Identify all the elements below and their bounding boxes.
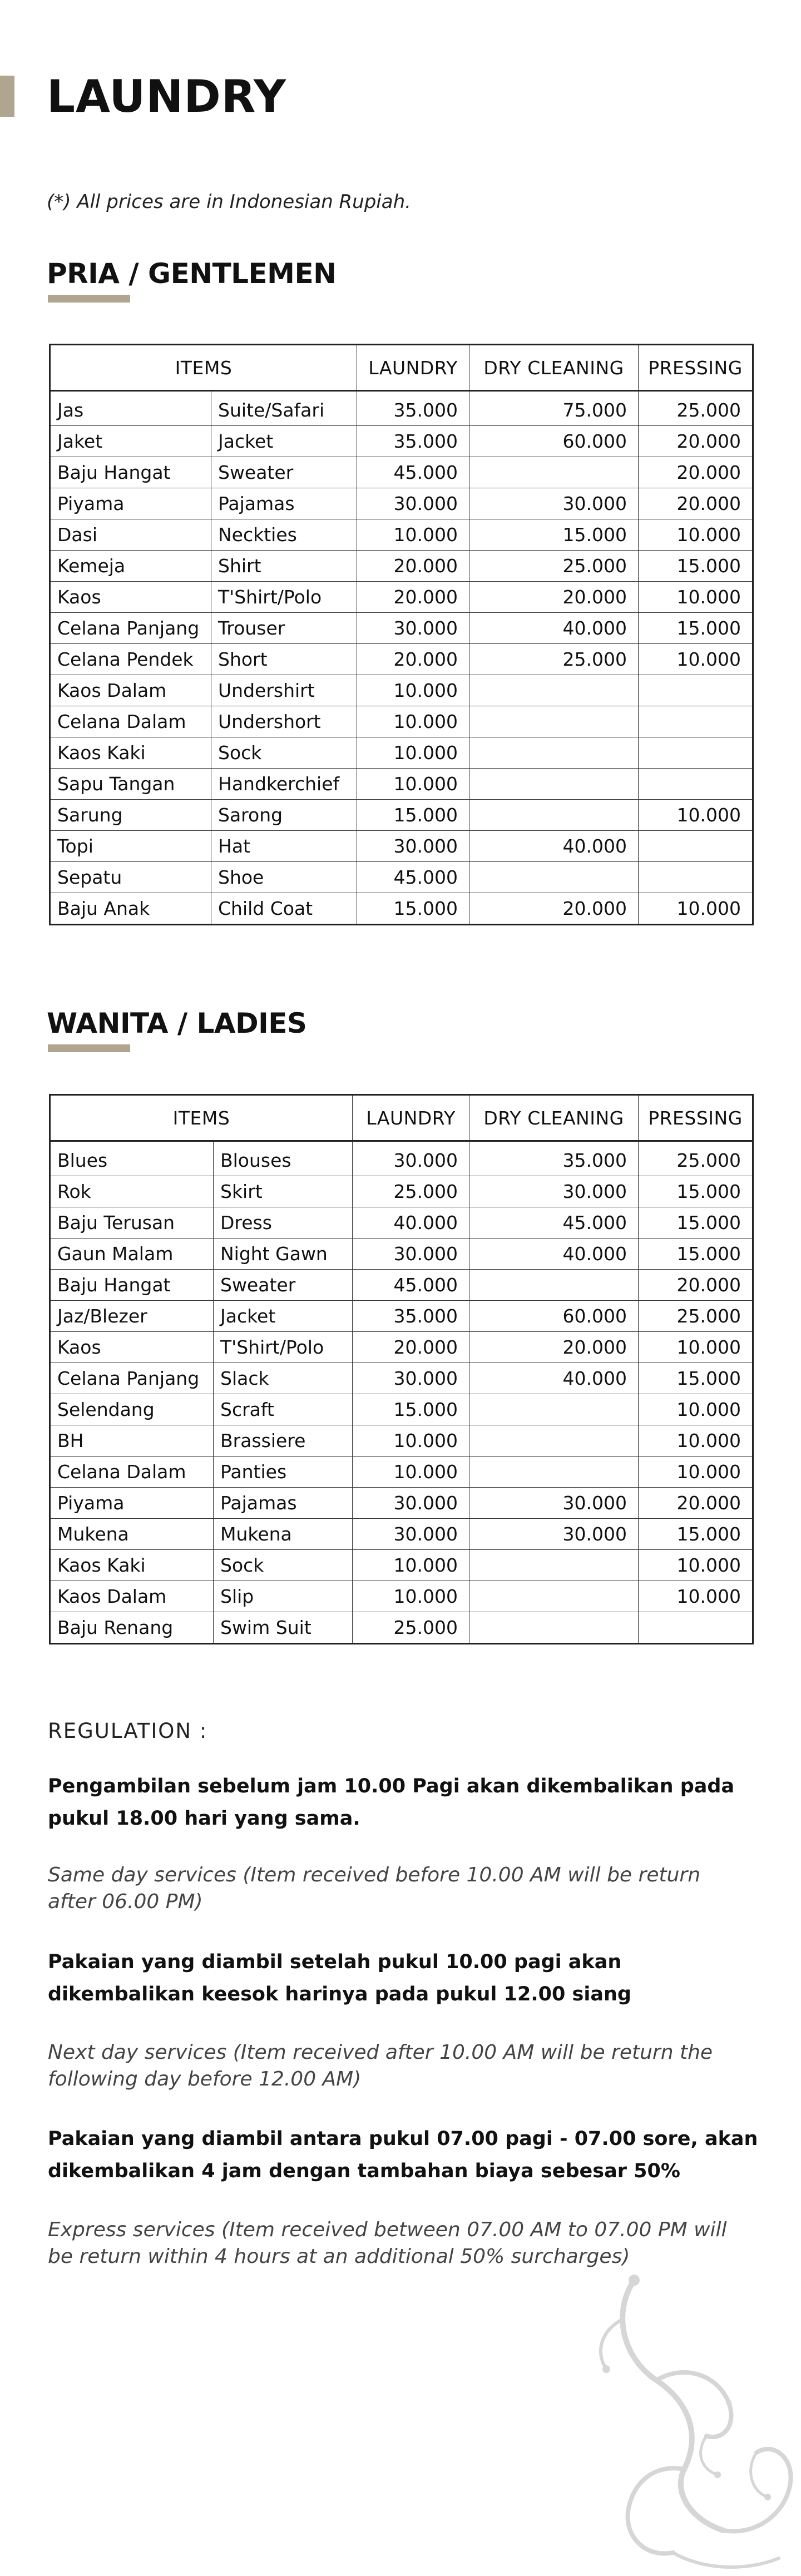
table-row [50,737,753,769]
table-row [50,800,753,831]
laundry-price: 20.000 [357,582,469,613]
item-name-id: Sarung [50,800,211,831]
item-name-id: Celana Dalam [50,1457,214,1488]
pressing-price: 15.000 [639,1176,753,1207]
item-name-en: Handkerchief [211,769,357,800]
table-row [50,613,753,644]
laundry-price: 10.000 [357,519,469,551]
table-row [50,1457,753,1488]
column-header-laundry: LAUNDRY [357,345,469,391]
item-name-en: Skirt [214,1176,353,1207]
dry-cleaning-price: 25.000 [469,644,639,675]
laundry-price: 10.000 [353,1550,469,1581]
dry-cleaning-price: 45.000 [469,1207,639,1239]
table-row [50,706,753,737]
item-name-id: Piyama [50,1488,214,1519]
laundry-price: 30.000 [357,613,469,644]
dry-cleaning-price [469,1550,639,1581]
item-name-id: Rok [50,1176,214,1207]
laundry-price: 20.000 [357,644,469,675]
laundry-price: 10.000 [353,1457,469,1488]
dry-cleaning-price [469,769,639,800]
laundry-price: 30.000 [353,1519,469,1550]
table-row [50,582,753,613]
laundry-price: 45.000 [357,457,469,488]
pressing-price [639,706,753,737]
laundry-price: 10.000 [353,1581,469,1612]
item-name-en: Child Coat [211,893,357,925]
item-name-id: Kaos [50,1332,214,1363]
pressing-price [639,1612,753,1644]
dry-cleaning-price [469,1457,639,1488]
pressing-price: 15.000 [639,1207,753,1239]
pressing-price: 15.000 [639,1239,753,1270]
item-name-id: Kaos [50,582,211,613]
table-row [50,1550,753,1581]
regulation-text-id: Pengambilan sebelum jam 10.00 Pagi akan dikembalikan pada pukul 18.00 hari yang sama. [48,1775,735,1830]
table-row [50,551,753,582]
item-name-en: T'Shirt/Polo [214,1332,353,1363]
title-accent-bar [0,76,14,117]
pressing-price: 10.000 [639,1425,753,1457]
section-title-gentlemen: PRIA / GENTLEMEN [47,257,337,290]
dry-cleaning-price: 40.000 [469,613,639,644]
item-name-id: Baju Renang [50,1612,214,1644]
dry-cleaning-price [469,457,639,488]
pressing-price: 10.000 [639,800,753,831]
column-header-laundry: LAUNDRY [353,1095,469,1141]
item-name-id: Selendang [50,1394,214,1425]
table-row [50,1239,753,1270]
item-name-id: Piyama [50,488,211,519]
item-name-id: Sapu Tangan [50,769,211,800]
item-name-en: Shirt [211,551,357,582]
laundry-price: 20.000 [353,1332,469,1363]
column-header-pressing: PRESSING [639,1095,753,1141]
pressing-price: 10.000 [639,1457,753,1488]
pressing-price: 15.000 [639,551,753,582]
item-name-en: Trouser [211,613,357,644]
laundry-price: 30.000 [357,831,469,862]
pressing-price: 10.000 [639,519,753,551]
page-title: LAUNDRY [47,71,286,122]
column-header-pressing: PRESSING [639,345,753,391]
laundry-price: 30.000 [353,1141,469,1176]
dry-cleaning-price: 30.000 [469,1488,639,1519]
pressing-price: 10.000 [639,1581,753,1612]
dry-cleaning-price: 35.000 [469,1141,639,1176]
table-row [50,1141,753,1176]
item-name-en: Sock [214,1550,353,1581]
item-name-en: Suite/Safari [211,391,357,426]
dry-cleaning-price [469,1394,639,1425]
table-header-row [50,1095,753,1141]
table-row [50,519,753,551]
item-name-id: Dasi [50,519,211,551]
regulation-same-day [48,1770,765,1835]
pressing-price: 25.000 [639,1141,753,1176]
item-name-en: Jacket [211,426,357,457]
table-row [50,1612,753,1644]
laundry-price: 30.000 [357,488,469,519]
column-header-dry-cleaning: DRY CLEANING [469,345,639,391]
item-name-id: Topi [50,831,211,862]
currency-note: (*) All prices are in Indonesian Rupiah. [47,191,411,213]
item-name-id: Celana Pendek [50,644,211,675]
item-name-id: Celana Panjang [50,1363,214,1394]
dry-cleaning-price: 60.000 [469,426,639,457]
laundry-price: 30.000 [353,1488,469,1519]
pressing-price: 10.000 [639,1394,753,1425]
pressing-price: 10.000 [639,893,753,925]
table-row [50,488,753,519]
dry-cleaning-price [469,1270,639,1301]
dry-cleaning-price: 15.000 [469,519,639,551]
item-name-en: Undershort [211,706,357,737]
laundry-price: 15.000 [357,893,469,925]
column-header-items: ITEMS [50,345,357,391]
laundry-price: 10.000 [357,769,469,800]
dry-cleaning-price: 60.000 [469,1301,639,1332]
table-row [50,675,753,706]
item-name-en: Pajamas [214,1488,353,1519]
pressing-price [639,737,753,769]
table-row [50,1581,753,1612]
item-name-en: Swim Suit [214,1612,353,1644]
item-name-id: Jas [50,391,211,426]
table-row [50,893,753,925]
item-name-en: Dress [214,1207,353,1239]
item-name-en: Short [211,644,357,675]
item-name-id: Jaket [50,426,211,457]
section-underline-gentlemen [48,295,130,303]
pressing-price: 10.000 [639,1550,753,1581]
item-name-en: Brassiere [214,1425,353,1457]
laundry-price: 15.000 [357,800,469,831]
pressing-price: 10.000 [639,582,753,613]
item-name-en: Mukena [214,1519,353,1550]
dry-cleaning-price: 30.000 [469,1176,639,1207]
item-name-en: Sarong [211,800,357,831]
laundry-price: 10.000 [353,1425,469,1457]
pressing-price: 20.000 [639,426,753,457]
dry-cleaning-price: 30.000 [469,488,639,519]
regulation-heading: REGULATION : [48,1719,208,1743]
item-name-en: Slip [214,1581,353,1612]
dry-cleaning-price [469,1612,639,1644]
pressing-price [639,675,753,706]
laundry-price: 35.000 [357,426,469,457]
table-row [50,1301,753,1332]
table-row [50,1394,753,1425]
dry-cleaning-price [469,706,639,737]
dry-cleaning-price: 30.000 [469,1519,639,1550]
item-name-en: T'Shirt/Polo [211,582,357,613]
item-name-id: Celana Panjang [50,613,211,644]
regulation-text-en: Same day services (Item received before 10.00 AM will be return after 06.00 PM) [48,1864,701,1913]
table-row [50,1425,753,1457]
table-row [50,1207,753,1239]
column-header-items: ITEMS [50,1095,353,1141]
price-table-ladies [49,1094,754,1644]
laundry-price: 25.000 [353,1612,469,1644]
table-row [50,1363,753,1394]
dry-cleaning-price [469,1581,639,1612]
table-row [50,769,753,800]
regulation-next-day-en [48,2039,743,2093]
item-name-en: Undershirt [211,675,357,706]
dry-cleaning-price: 40.000 [469,831,639,862]
item-name-id: Jaz/Blezer [50,1301,214,1332]
table-header-row [50,345,753,391]
laundry-price: 25.000 [353,1176,469,1207]
dry-cleaning-price [469,800,639,831]
pressing-price [639,831,753,862]
dry-cleaning-price: 20.000 [469,582,639,613]
table-row [50,426,753,457]
table-row [50,1488,753,1519]
dry-cleaning-price: 20.000 [469,893,639,925]
item-name-en: Night Gawn [214,1239,353,1270]
item-name-id: Gaun Malam [50,1239,214,1270]
pressing-price: 10.000 [639,1332,753,1363]
dry-cleaning-price: 40.000 [469,1239,639,1270]
regulation-text-en: Express services (Item received between 07.00 AM to 07.00 PM will be return within 4 hours at an additional 50% surcharges) [48,2218,727,2268]
regulation-same-day-en [48,1862,743,1915]
item-name-id: Kemeja [50,551,211,582]
laundry-price: 45.000 [357,862,469,893]
pressing-price: 15.000 [639,613,753,644]
floral-ornament-icon [590,2269,801,2576]
laundry-price: 45.000 [353,1270,469,1301]
item-name-en: Jacket [214,1301,353,1332]
regulation-express-en [48,2217,743,2270]
dry-cleaning-price: 40.000 [469,1363,639,1394]
column-header-dry-cleaning: DRY CLEANING [469,1095,639,1141]
item-name-id: Baju Hangat [50,1270,214,1301]
table-row [50,1519,753,1550]
item-name-id: Kaos Kaki [50,1550,214,1581]
table-row [50,1176,753,1207]
dry-cleaning-price [469,675,639,706]
laundry-price: 30.000 [353,1363,469,1394]
item-name-en: Neckties [211,519,357,551]
item-name-id: Sepatu [50,862,211,893]
pressing-price: 20.000 [639,488,753,519]
table-row [50,644,753,675]
laundry-price: 15.000 [353,1394,469,1425]
dry-cleaning-price [469,862,639,893]
item-name-en: Pajamas [211,488,357,519]
price-table-gentlemen [49,344,754,925]
pressing-price: 10.000 [639,644,753,675]
pressing-price: 25.000 [639,391,753,426]
item-name-id: Baju Terusan [50,1207,214,1239]
laundry-price: 10.000 [357,706,469,737]
item-name-id: Baju Hangat [50,457,211,488]
regulation-express [48,2123,765,2187]
pressing-price: 15.000 [639,1363,753,1394]
item-name-en: Slack [214,1363,353,1394]
pressing-price: 25.000 [639,1301,753,1332]
item-name-id: Celana Dalam [50,706,211,737]
laundry-price: 10.000 [357,675,469,706]
table-row [50,1332,753,1363]
item-name-en: Shoe [211,862,357,893]
regulation-next-day [48,1946,765,2010]
item-name-en: Sweater [214,1270,353,1301]
pressing-price: 15.000 [639,1519,753,1550]
regulation-text-en: Next day services (Item received after 10.00 AM will be return the following day before 12.00 AM) [48,2041,713,2090]
laundry-price: 35.000 [353,1301,469,1332]
item-name-id: Mukena [50,1519,214,1550]
table-row [50,831,753,862]
regulation-text-id: Pakaian yang diambil antara pukul 07.00 pagi - 07.00 sore, akan dikembalikan 4 jam dengan tambahan biaya sebesar 50% [48,2128,758,2182]
table-row [50,391,753,426]
regulation-text-id: Pakaian yang diambil setelah pukul 10.00 pagi akan dikembalikan keesok harinya pada pukul 12.00 siang [48,1951,631,2005]
item-name-en: Scraft [214,1394,353,1425]
item-name-en: Hat [211,831,357,862]
dry-cleaning-price: 20.000 [469,1332,639,1363]
section-title-ladies: WANITA / LADIES [47,1007,307,1039]
table-row [50,457,753,488]
table-row [50,1270,753,1301]
pressing-price [639,862,753,893]
pressing-price: 20.000 [639,1270,753,1301]
pressing-price: 20.000 [639,1488,753,1519]
item-name-en: Panties [214,1457,353,1488]
table-row [50,862,753,893]
item-name-id: Kaos Kaki [50,737,211,769]
item-name-en: Blouses [214,1141,353,1176]
dry-cleaning-price: 25.000 [469,551,639,582]
laundry-price: 10.000 [357,737,469,769]
item-name-id: Blues [50,1141,214,1176]
item-name-id: Kaos Dalam [50,1581,214,1612]
dry-cleaning-price: 75.000 [469,391,639,426]
item-name-en: Sweater [211,457,357,488]
item-name-id: Baju Anak [50,893,211,925]
laundry-price: 30.000 [353,1239,469,1270]
dry-cleaning-price [469,737,639,769]
section-underline-ladies [48,1044,130,1052]
item-name-id: BH [50,1425,214,1457]
pressing-price: 20.000 [639,457,753,488]
item-name-id: Kaos Dalam [50,675,211,706]
laundry-price: 40.000 [353,1207,469,1239]
laundry-price: 35.000 [357,391,469,426]
pressing-price [639,769,753,800]
dry-cleaning-price [469,1425,639,1457]
item-name-en: Sock [211,737,357,769]
laundry-price: 20.000 [357,551,469,582]
